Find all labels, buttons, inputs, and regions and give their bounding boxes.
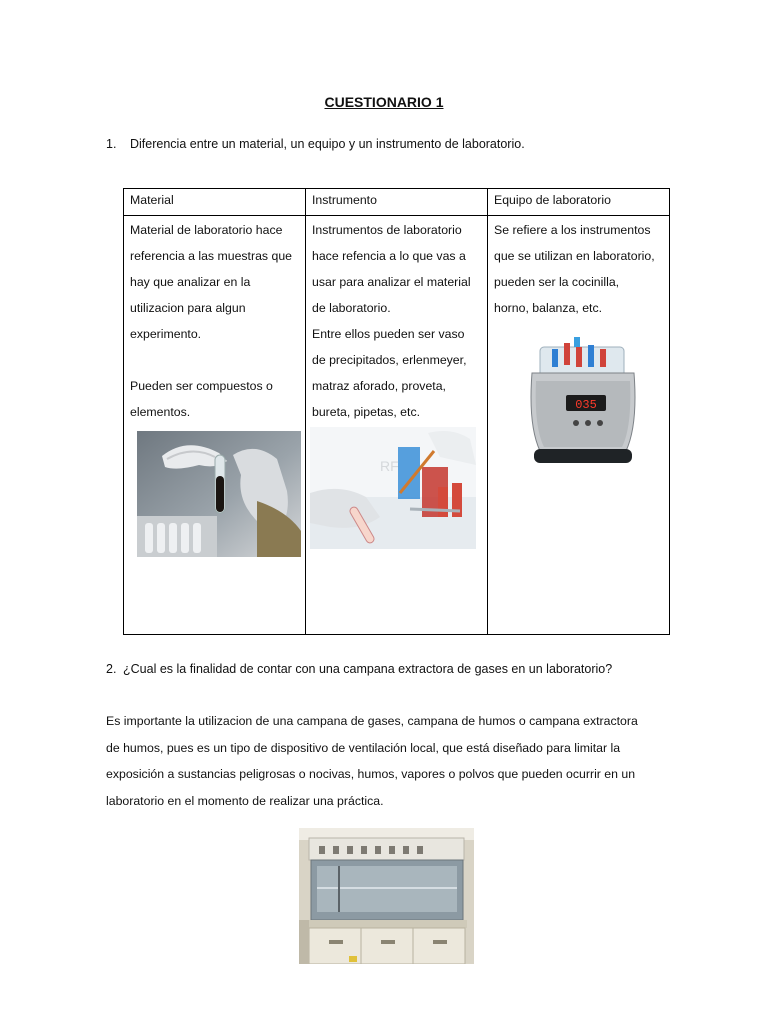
- pipette-photo: [310, 427, 476, 549]
- device-display-readout: 035: [575, 398, 597, 412]
- cell-instrumento: [306, 216, 488, 635]
- question-1-number: 1.: [106, 137, 117, 151]
- question-2: [106, 662, 612, 676]
- answer-paragraph: [106, 708, 666, 814]
- instrumento-description: Instrumentos de laboratorio hace refencia a lo que vas a usar para analizar el material de laboratorio. Entre ellos pueden ser vaso de precipitados, erlenmeyer, matraz aforado, proveta, bureta, pipetas, etc.: [312, 223, 471, 419]
- answer-line: de humos, pues es un tipo de dispositivo de ventilación local, que está diseñado para limitar la: [106, 740, 621, 755]
- table-row: [124, 216, 670, 635]
- question-2-number: 2.: [106, 662, 117, 676]
- svg-text:RF: RF: [380, 458, 399, 474]
- cell-equipo: [488, 216, 670, 635]
- lab-equipment-photo: [518, 335, 648, 471]
- question-1: [106, 137, 525, 151]
- equipo-description: Se refiere a los instrumentos que se utilizan en laboratorio, pueden ser la cocinilla, horno, balanza, etc.: [494, 223, 655, 315]
- answer-line: Es importante la utilizacion de una campana de gases, campana de humos o campana extractora: [106, 714, 638, 728]
- test-tube-photo: [137, 431, 301, 557]
- table-header-row: [124, 189, 670, 216]
- document-title: CUESTIONARIO 1: [324, 94, 444, 110]
- question-2-text: ¿Cual es la finalidad de contar con una campana extractora de gases en un laboratorio?: [123, 662, 613, 676]
- comparison-table: [123, 188, 670, 635]
- fume-hood-photo: [299, 828, 474, 964]
- question-1-text: Diferencia entre un material, un equipo y un instrumento de laboratorio.: [130, 137, 525, 151]
- answer-line: exposición a sustancias peligrosas o nocivas, humos, vapores o polvos que pueden ocurrir en un: [106, 767, 636, 781]
- header-material: Material: [124, 189, 306, 216]
- cell-material: [124, 216, 306, 635]
- material-description: Material de laboratorio hace referencia a las muestras que hay que analizar en la utilizacion para algun experimento. Pueden ser compuestos o elementos.: [130, 223, 292, 419]
- answer-line: laboratorio en el momento de realizar una práctica.: [106, 793, 384, 808]
- header-instrumento: Instrumento: [306, 189, 488, 216]
- header-equipo: Equipo de laboratorio: [488, 189, 670, 216]
